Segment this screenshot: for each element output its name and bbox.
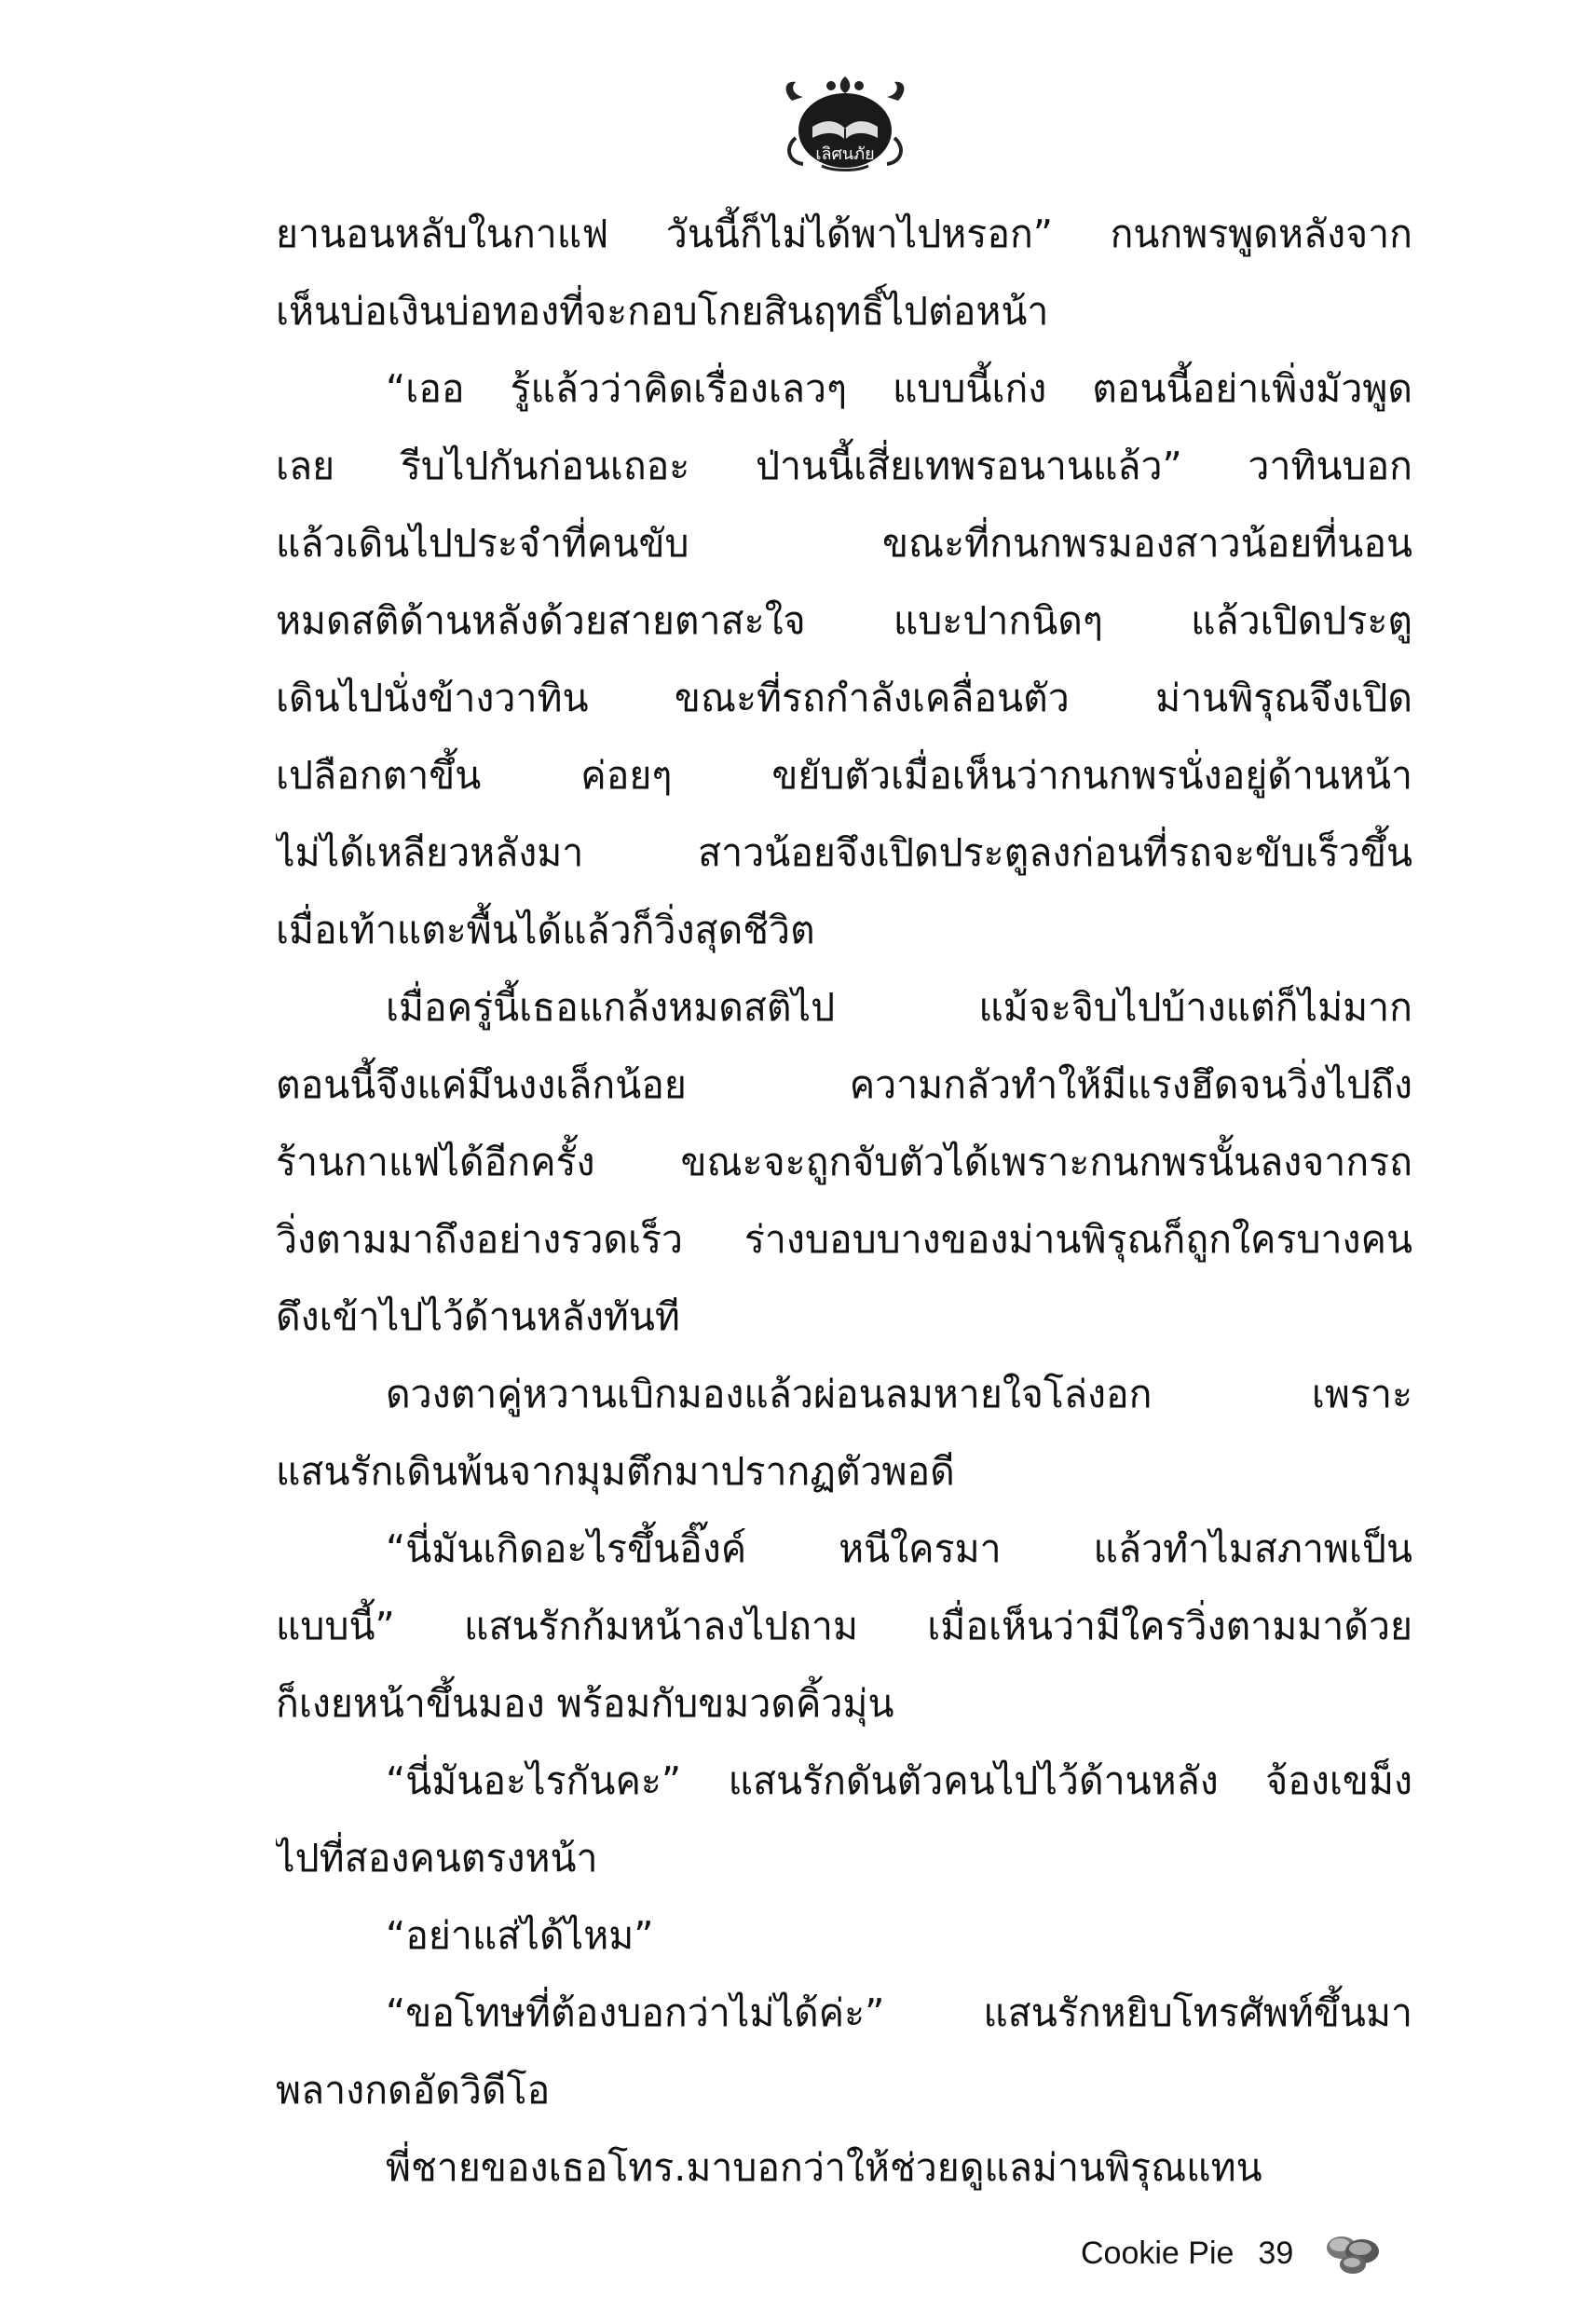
text-line: เห็นบ่อเงินบ่อทองที่จะกอบโกยสินฤทธิ์ไปต่อหน้า bbox=[276, 289, 1049, 334]
text-line: เปลือกตาขึ้น ค่อยๆ ขยับตัวเมื่อเห็นว่ากนกพรนั่งอยู่ด้านหน้า bbox=[276, 753, 1412, 798]
text-line: เมื่อครู่นี้เธอแกล้งหมดสติไป แม้จะจิบไปบ้างแต่ก็ไม่มาก bbox=[386, 985, 1412, 1030]
text-line: ร้านกาแฟได้อีกครั้ง ขณะจะถูกจับตัวได้เพราะกนกพรนั้นลงจากรถ bbox=[276, 1140, 1412, 1184]
text-line: ตอนนี้จึงแค่มึนงงเล็กน้อย ความกลัวทำให้มีแรงฮึดจนวิ่งไปถึง bbox=[276, 1062, 1412, 1107]
text-line: “อย่าแส่ได้ไหม” bbox=[386, 1913, 654, 1958]
text-line: ยานอนหลับในกาแฟ วันนี้ก็ไม่ได้พาไปหรอก” กนกพรพูดหลังจาก bbox=[276, 212, 1412, 256]
text-line: เดินไปนั่งข้างวาทิน ขณะที่รถกำลังเคลื่อนตัว ม่านพิรุณจึงเปิด bbox=[276, 676, 1412, 720]
text-line: หมดสติด้านหลังด้วยสายตาสะใจ แบะปากนิดๆ แล้วเปิดประตู bbox=[276, 598, 1412, 643]
logo-text: เลิศนภัย bbox=[815, 144, 875, 164]
text-line: แบบนี้” แสนรักก้มหน้าลงไปถาม เมื่อเห็นว่ามีใครวิ่งตามมาด้วย bbox=[276, 1604, 1412, 1648]
text-line: เมื่อเท้าแตะพื้นได้แล้วก็วิ่งสุดชีวิต bbox=[276, 908, 815, 952]
header-logo bbox=[775, 73, 915, 175]
text-line: “นี่มันเกิดอะไรขึ้นอิ๊งค์ หนีใครมา แล้วทำไมสภาพเป็น bbox=[386, 1526, 1412, 1571]
page-number: 39 bbox=[1258, 2235, 1294, 2271]
text-line: พลางกดอัดวิดีโอ bbox=[276, 2068, 551, 2113]
text-line: “เออ รู้แล้วว่าคิดเรื่องเลวๆ แบบนี้เก่ง ตอนนี้อย่าเพิ่งมัวพูด bbox=[386, 366, 1412, 411]
text-line: ก็เงยหน้าขึ้นมอง พร้อมกับขมวดคิ้วมุ่น bbox=[276, 1681, 894, 1726]
text-line: ไปที่สองคนตรงหน้า bbox=[276, 1836, 598, 1880]
text-line: “ขอโทษที่ต้องบอกว่าไม่ได้ค่ะ” แสนรักหยิบโทรศัพท์ขึ้นมา bbox=[386, 1990, 1412, 2035]
text-line: แล้วเดินไปประจำที่คนขับ ขณะที่กนกพรมองสาวน้อยที่นอน bbox=[276, 521, 1412, 566]
text-line: ดวงตาคู่หวานเบิกมองแล้วผ่อนลมหายใจโล่งอก เพราะ bbox=[386, 1372, 1412, 1416]
text-line: ดึงเข้าไปไว้ด้านหลังทันที bbox=[276, 1294, 680, 1339]
body-text bbox=[276, 196, 1412, 2207]
text-line: พี่ชายของเธอโทร.มาบอกว่าให้ช่วยดูแลม่านพิรุณแทน bbox=[386, 2145, 1262, 2190]
text-line: เลย รีบไปกันก่อนเถอะ ป่านนี้เสี่ยเทพรอนานแล้ว” วาทินบอก bbox=[276, 444, 1412, 488]
footer-title: Cookie Pie bbox=[1081, 2235, 1235, 2271]
text-line: วิ่งตามมาถึงอย่างรวดเร็ว ร่างบอบบางของม่านพิรุณก็ถูกใครบางคน bbox=[276, 1217, 1412, 1262]
text-line: ไม่ได้เหลียวหลังมา สาวน้อยจึงเปิดประตูลงก่อนที่รถจะขับเร็วขึ้น bbox=[276, 830, 1412, 875]
text-line: แสนรักเดินพ้นจากมุมตึกมาปรากฏตัวพอดี bbox=[276, 1449, 955, 1494]
page-footer bbox=[1081, 2225, 1383, 2281]
cookie-stack-icon bbox=[1321, 2231, 1383, 2276]
text-line: “นี่มันอะไรกันคะ” แสนรักดันตัวคนไปไว้ด้านหลัง จ้องเขม็ง bbox=[386, 1758, 1412, 1803]
